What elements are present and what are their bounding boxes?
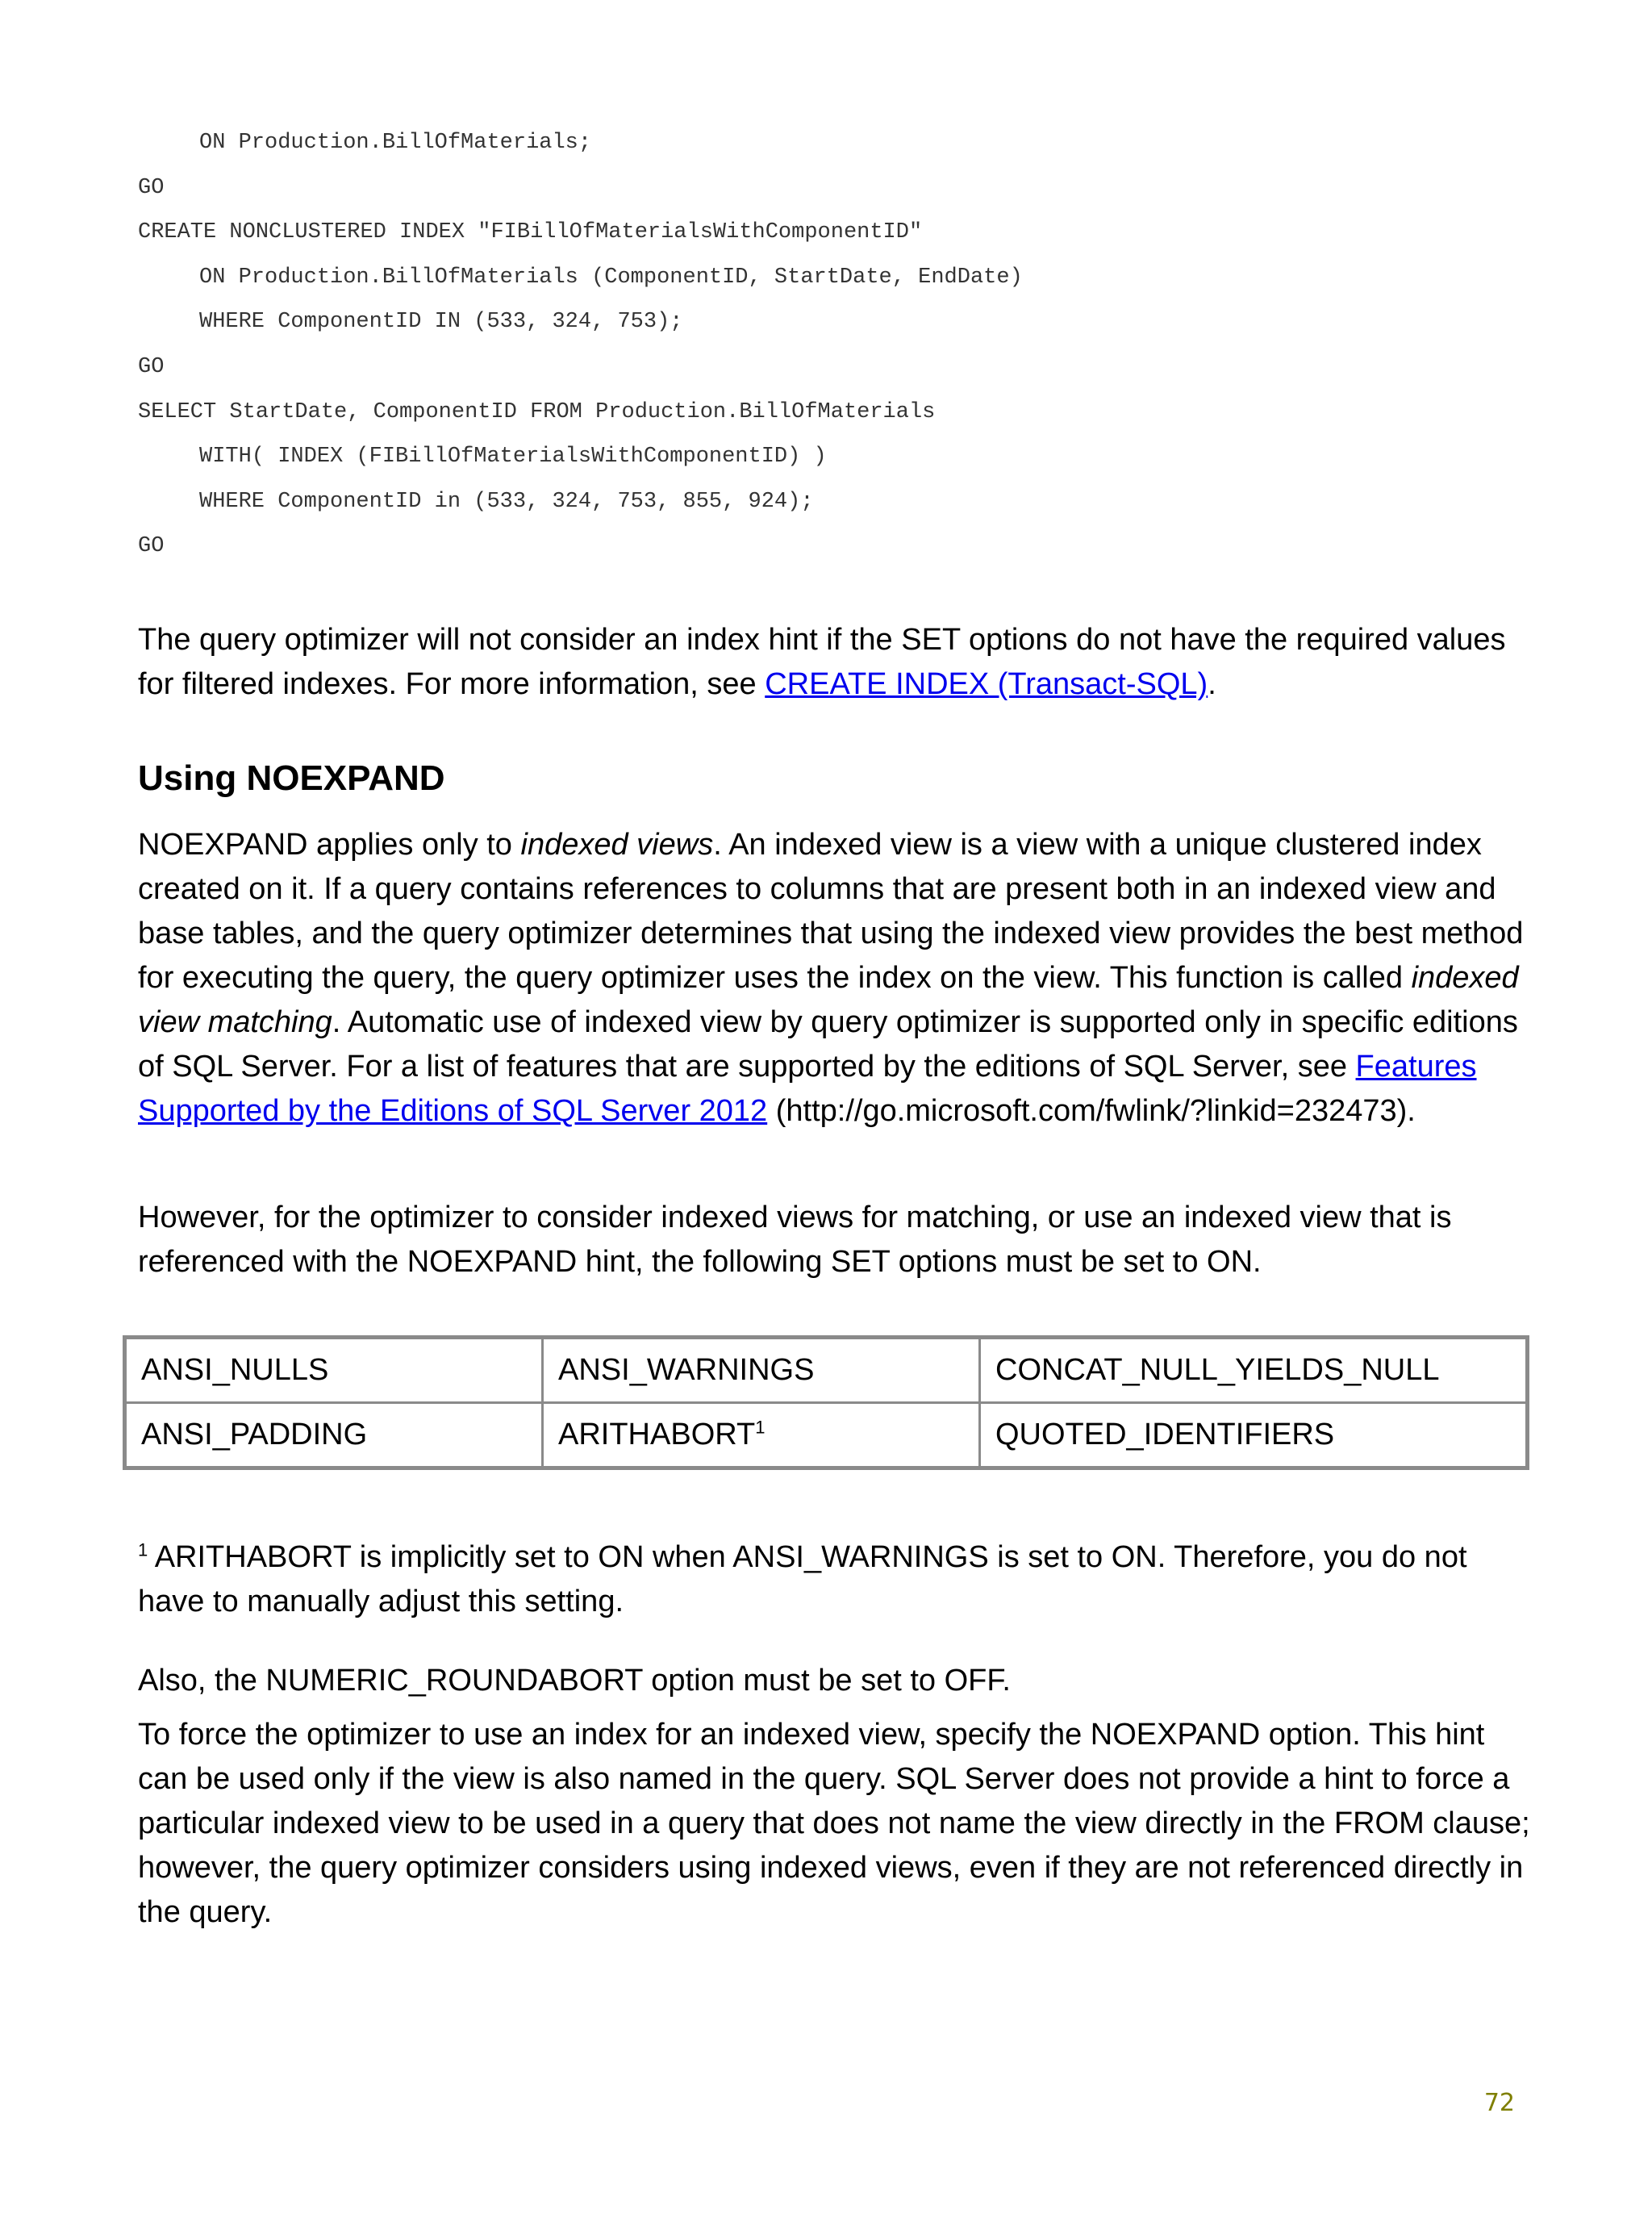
para-text: . Automatic use of indexed view by query optimizer is supported only in specific editions of SQL Server. For a list of features that are supported by the editions of SQL Server, see <box>138 1005 1518 1084</box>
section-heading: Using NOEXPAND <box>138 758 445 798</box>
table-row <box>125 1403 1528 1468</box>
table-cell: ANSI_PADDING <box>125 1403 543 1468</box>
set-options-text: However, for the optimizer to consider indexed views for matching, or use an indexed view that is referenced with the NOEXPAND hint, the following SET options must be set to ON. <box>138 1201 1452 1279</box>
table-cell: QUOTED_IDENTIFIERS <box>980 1403 1528 1468</box>
noexpand-paragraph <box>138 823 1541 1134</box>
arithabort-label: ARITHABORT <box>558 1418 756 1451</box>
intro-text-end: . <box>1208 667 1216 701</box>
table-cell: ANSI_NULLS <box>125 1338 543 1403</box>
footnote-marker: 1 <box>755 1417 766 1438</box>
table-cell <box>543 1403 980 1468</box>
page-number: 72 <box>1483 2089 1515 2117</box>
also-paragraph <box>138 1659 1541 1703</box>
code-line: CREATE NONCLUSTERED INDEX "FIBillOfMaterialsWithComponentID" <box>138 220 923 245</box>
set-options-table <box>123 1335 1529 1470</box>
create-index-link[interactable]: CREATE INDEX (Transact-SQL) <box>765 667 1208 701</box>
indexed-views-term: indexed views <box>520 828 714 862</box>
code-line: WHERE ComponentID IN (533, 324, 753); <box>199 310 683 335</box>
footnote <box>138 1535 1541 1624</box>
footnote-text: ARITHABORT is implicitly set to ON when ANSI_WARNINGS is set to ON. Therefore, you do not have to manually adjust this setting. <box>138 1540 1467 1618</box>
force-text: To force the optimizer to use an index for an indexed view, specify the NOEXPAND option. This hint can be used only if the view is also named in the query. SQL Server does not provide a hint to force a particular indexed view to be used in a query that does not name the view directly in the FROM clause; however, the query optimizer considers using indexed views, even if they are not referenced directly in the query. <box>138 1718 1530 1929</box>
intro-text: The query optimizer will not consider an index hint if the SET options do not have the required values for filtered indexes. For more information, see <box>138 623 1506 701</box>
code-line: WITH( INDEX (FIBillOfMaterialsWithComponentID) ) <box>199 445 827 470</box>
para-text: . An indexed view is a view with a unique clustered index created on it. If a query contains references to columns that are present both in an indexed view and base tables, and the query optimizer determines that using the indexed view provides the best method for executing the query, the query optimizer uses the index on the view. This function is called <box>138 828 1524 995</box>
table-cell: ANSI_WARNINGS <box>543 1338 980 1403</box>
code-line: ON Production.BillOfMaterials; <box>199 131 592 155</box>
footnote-number: 1 <box>138 1539 148 1560</box>
table-row <box>125 1338 1528 1403</box>
code-line: WHERE ComponentID in (533, 324, 753, 855, 924); <box>199 489 814 514</box>
code-line: GO <box>138 534 165 559</box>
set-options-paragraph <box>138 1196 1541 1284</box>
code-line: GO <box>138 175 165 200</box>
intro-paragraph <box>138 618 1541 707</box>
code-line: GO <box>138 354 165 379</box>
para-text: NOEXPAND applies only to <box>138 828 521 862</box>
code-line: SELECT StartDate, ComponentID FROM Production.BillOfMaterials <box>138 399 936 424</box>
code-line: ON Production.BillOfMaterials (ComponentID, StartDate, EndDate) <box>199 265 1023 290</box>
code-block <box>138 121 1550 570</box>
features-supported-link[interactable]: Features Supported by the Editions of SQL Server 2012 <box>138 1050 1477 1128</box>
table-cell: CONCAT_NULL_YIELDS_NULL <box>980 1338 1528 1403</box>
indexed-view-matching-term: indexed view matching <box>138 961 1519 1039</box>
also-text: Also, the NUMERIC_ROUNDABORT option must be set to OFF. <box>138 1664 1011 1698</box>
force-paragraph <box>138 1713 1541 1935</box>
para-text: (http://go.microsoft.com/fwlink/?linkid=232473). <box>767 1094 1416 1128</box>
